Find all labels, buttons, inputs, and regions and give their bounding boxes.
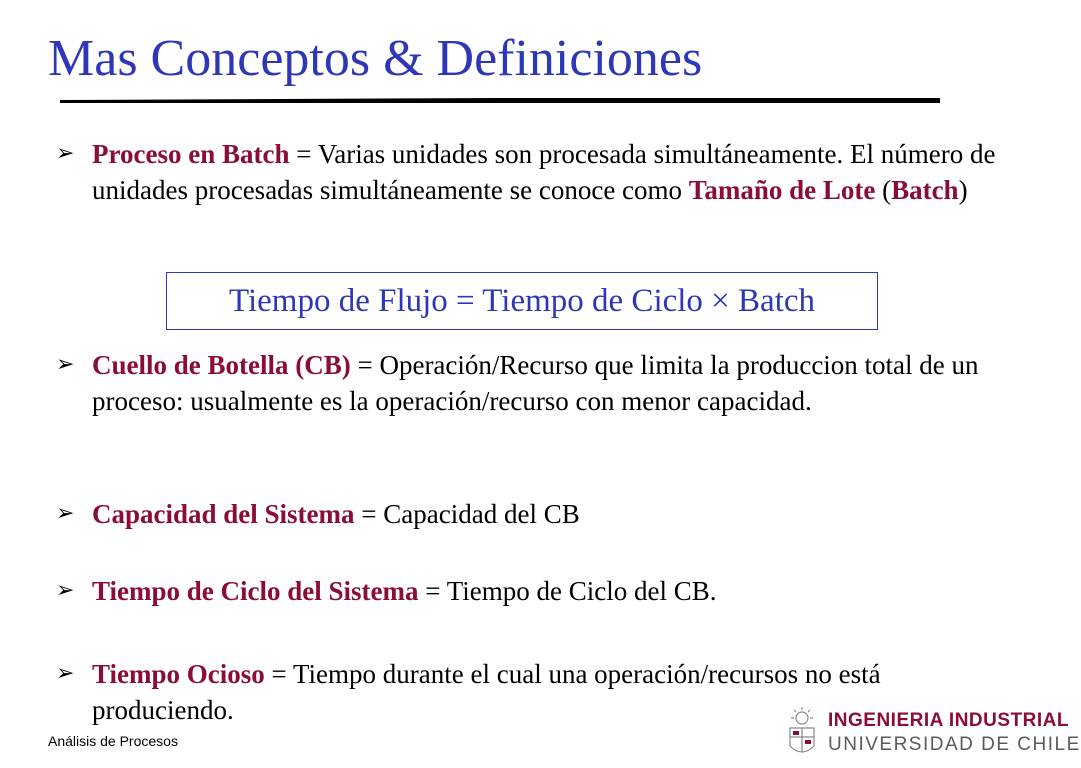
definition-text: = Tiempo de Ciclo del CB. — [418, 576, 717, 606]
arrow-bullet-icon: ➢ — [56, 141, 75, 166]
bullet-body — [92, 573, 1006, 609]
university-seal-icon — [784, 706, 820, 760]
bullet-cuello-de-botella — [56, 347, 1006, 419]
definition-text: = Capacidad del CB — [354, 499, 580, 529]
definition-text: = Varias unidades son procesada simultáneamente. El número de unidades procesadas simultáneamente se conoce como — [92, 139, 996, 205]
arrow-bullet-icon: ➢ — [56, 501, 75, 526]
formula-box — [166, 272, 878, 330]
definition-text: ( — [875, 175, 892, 205]
bullet-tiempo-de-ciclo — [56, 573, 1006, 609]
arrow-bullet-icon: ➢ — [56, 578, 75, 603]
bullet-body — [92, 136, 1006, 208]
footer-text: Análisis de Procesos — [48, 733, 178, 749]
bullet-body — [92, 496, 1006, 532]
definition-text: = Operación/Recurso que limita la produccion total de un proceso: usualmente es la operación/recurso con menor capacidad. — [92, 350, 979, 416]
arrow-bullet-icon: ➢ — [56, 661, 75, 686]
term-label: Batch — [891, 175, 959, 205]
term-label: Proceso en Batch — [92, 139, 290, 169]
bullet-proceso-en-batch — [56, 136, 1006, 208]
logo-line-2: UNIVERSIDAD DE CHILE — [828, 734, 1081, 755]
term-label: Tiempo de Ciclo del Sistema — [92, 576, 419, 606]
formula-text: Tiempo de Flujo = Tiempo de Ciclo × Batch — [228, 282, 816, 319]
bullet-capacidad-del-sistema — [56, 496, 1006, 532]
logo-line-1: INGENIERIA INDUSTRIAL — [828, 710, 1069, 731]
definition-text: = Tiempo durante el cual una operación/recursos no está produciendo. — [92, 659, 881, 725]
term-label: Tiempo Ocioso — [92, 659, 265, 689]
slide-title: Mas Conceptos & Definiciones — [48, 30, 703, 87]
definition-text: ) — [958, 175, 968, 205]
term-label: Capacidad del Sistema — [92, 499, 355, 529]
term-label: Tamaño de Lote — [688, 175, 876, 205]
university-logo — [784, 704, 1081, 764]
title-underline — [60, 98, 940, 103]
arrow-bullet-icon: ➢ — [56, 352, 75, 377]
bullet-body — [92, 347, 1006, 419]
term-label: Cuello de Botella (CB) — [92, 350, 351, 380]
